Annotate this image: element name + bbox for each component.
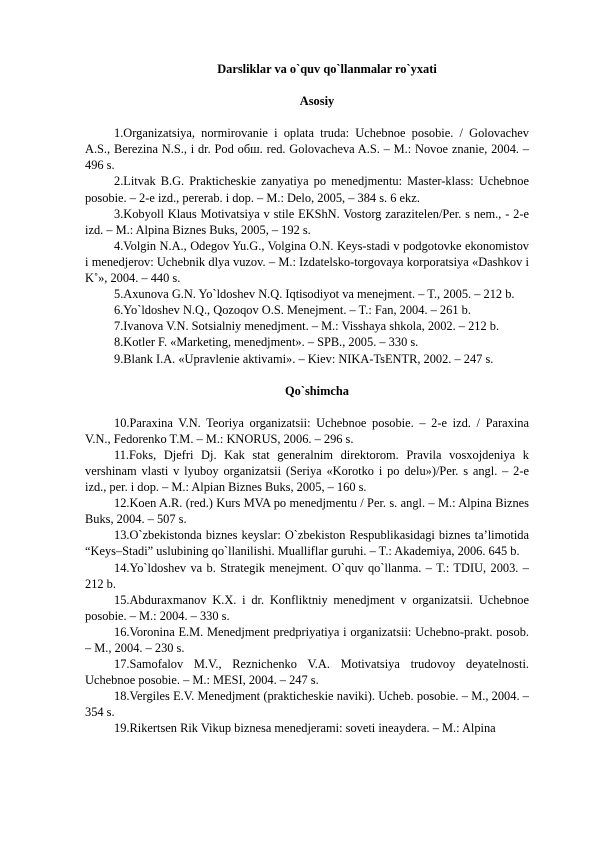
reference-item: 9.Blank I.A. «Upravlenie aktivami». – Kiev: NIKA-TsENTR, 2002. – 247 s.	[114, 351, 494, 366]
reference-list-main	[85, 125, 529, 366]
reference-item: 3.Kobyoll Klaus Motivatsiya v stile EKShN. Vostorg zarazitelen/Per. s nem., - 2-e izd. – M.: Alpina Biznes Buks, 2005, – 192 s.	[85, 206, 529, 237]
reference-item: 16.Voronina E.M. Menedjment predpriyatiya i organizatsii: Uchebno-prakt. posob. – M., 2004. – 230 s.	[85, 624, 529, 655]
reference-item: 1.Organizatsiya, normirovanie i oplata truda: Uchebnoe posobie. / Golovachev A.S., Berezina N.S., i dr. Pod обш. red. Golovacheva A.S. – M.: Novoe znanie, 2004. – 496 s.	[85, 126, 529, 173]
reference-item: 4.Volgin N.A., Odegov Yu.G., Volgina O.N. Keys-stadi v podgotovke ekonomistov i menedjerov: Uchebnik dlya vuzov. – M.: Izdatelsko-torgovaya korporatsiya «Dashkov i K˚», 2004. – 440 s.	[85, 238, 529, 286]
reference-item: 2.Litvak B.G. Prakticheskie zanyatiya po menedjmentu: Master-klass: Uchebnoe posobie. – 2-e izd., pererab. i dop. – M.: Delo, 2005, – 384 s. 6 ekz.	[85, 174, 529, 205]
reference-item: 10.Paraxina V.N. Teoriya organizatsii: Uchebnoe posobie. – 2-e izd. / Paraxina V.N., Fedorenko T.M. – M.: KNORUS, 2006. – 296 s.	[85, 415, 529, 446]
reference-item: 13.O`zbekistonda biznes keyslar: O`zbekiston Respublikasidagi biznes ta’limotida “Keys–Stadi” uslubining qo`llanilishi. Mualliflar guruhi. – T.: Akademiya, 2006. 645 b.	[85, 528, 529, 559]
reference-item: 7.Ivanova V.N. Sotsialniy menedjment. – M.: Visshaya shkola, 2002. – 212 b.	[114, 319, 500, 334]
section-heading-additional: Qo`shimcha	[284, 383, 350, 398]
reference-item: 18.Vergiles E.V. Menedjment (prakticheskie naviki). Ucheb. posobie. – M., 2004. – 354 s.	[85, 689, 529, 720]
reference-item: 11.Foks, Djefri Dj. Kak stat generalnim direktorom. Pravila vosxojdeniya k vershinam vlasti v lyuboy organizatsii (Seriya «Korotko i po delu»)/Per. s angl. – 2-e izd., per. i dop. – M.: Alpian Biznes Buks, 2005, – 160 s.	[85, 447, 529, 495]
reference-item: 5.Axunova G.N. Yo`ldoshev N.Q. Iqtisodiyot va menejment. – T., 2005. – 212 b.	[114, 287, 515, 302]
reference-item: 14.Yo`ldoshev va b. Strategik menejment. O`quv qo`llanma. – T.: TDIU, 2003. – 212 b.	[85, 560, 529, 591]
reference-item: 19.Rikertsen Rik Vikup biznesa menedjerami: soveti ineaydera. – M.: Alpina	[114, 721, 496, 736]
reference-item: 12.Koen A.R. (red.) Kurs MVA po menedjmentu / Per. s. angl. – M.: Alpina Biznes Buks, 2004. – 507 s.	[85, 496, 529, 527]
reference-item: 8.Kotler F. «Marketing, menedjment». – SPB., 2005. – 330 s.	[114, 335, 419, 350]
document-page	[85, 61, 529, 753]
reference-item: 6.Yo`ldoshev N.Q., Qozoqov O.S. Menejment. – T.: Fan, 2004. – 261 b.	[114, 303, 471, 318]
reference-item: 17.Samofalov M.V., Reznichenko V.A. Motivatsiya trudovoy deyatelnosti. Uchebnoe posobie. – M.: MESI, 2004. – 247 s.	[85, 657, 529, 688]
reference-item: 15.Abduraxmanov K.X. i dr. Konfliktniy menedjment v organizatsii. Uchebnoe posobie. – M.: 2004. – 330 s.	[85, 592, 529, 623]
reference-list-additional	[85, 415, 529, 737]
section-heading-main: Asosiy	[299, 94, 335, 109]
page-title: Darsliklar va o`quv qo`llanmalar ro`yxati	[217, 62, 437, 76]
